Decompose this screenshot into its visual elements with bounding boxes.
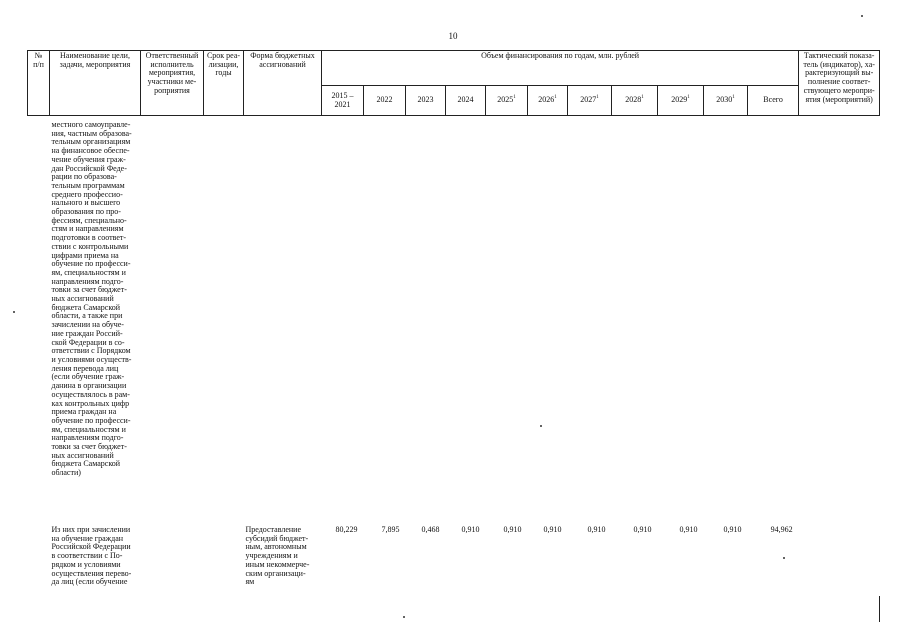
header-year: 2030$^1$: [704, 86, 748, 116]
header-period: Срок реа- лизации, годы: [204, 51, 244, 116]
cell-value: 80,229: [335, 525, 358, 534]
financing-table: [27, 50, 880, 587]
header-year: 2023: [406, 86, 446, 116]
scan-speck: [403, 616, 405, 618]
cell-num: [28, 523, 50, 587]
cell-value: 0,910: [679, 525, 698, 534]
scan-speck: [861, 15, 863, 17]
cell-value: 0,910: [633, 525, 652, 534]
header-year: 2029$^1$: [658, 86, 704, 116]
cell-indicator: [799, 116, 880, 524]
table-row: [28, 523, 880, 587]
cell-form: [244, 116, 322, 524]
cell-num: [28, 116, 50, 524]
header-year: 2022: [364, 86, 406, 116]
header-year: 2024: [446, 86, 486, 116]
header-form: Форма бюджетных ассигнований: [244, 51, 322, 116]
cell-value: 7,895: [381, 525, 400, 534]
scan-speck: [13, 311, 15, 313]
cell-responsible: [141, 116, 204, 524]
cell-value: 0,910: [723, 525, 742, 534]
header-year: 2028$^1$: [612, 86, 658, 116]
cell-period: [204, 523, 244, 587]
cell-value: 0,910: [461, 525, 480, 534]
cell-value: 0,910: [587, 525, 606, 534]
cell-form: Предоставление субсидий бюджет- ным, автономным учреждениям и иным некоммерче- ским организаци- ям: [245, 525, 310, 587]
cell-value-total: 94,962: [770, 525, 793, 534]
cell-name: местного самоуправле- ния, частным образова- тельным организациям на финансовое обеспе- чение обучения граж- дан Российской Феде- рации по образова- тельным программам среднего профессио- нального и высшего образования по про- фессиям, специально- стям и направлениям подготовки в соответ- ствии с контрольными цифрами приема на обучение по професси- ям, специальностям и направлениям подго- товки за счет бюджет- ных ассигнований бюджета Самарской области, а также при зачислении на обуче- ние граждан Россий- ской Федерации в со- ответствии с Порядком и условиями осуществ- ления перевода лиц (если обучение граж- данина в организации осуществлялось в рам- ках контрольных цифр приема граждан на обучение по професси- ям, специальностям и направлениям подго- товки за счет бюджет- ных ассигнований бюджета Самарской области): [51, 120, 132, 478]
header-indicator: Тактический показа- тель (индикатор), ха- рактеризующий вы- полнение соответ- ствующего меропри- ятия (мероприятий): [799, 51, 880, 116]
header-num: № п/п: [28, 51, 50, 116]
scan-margin-mark: [879, 596, 880, 622]
table-row: [28, 116, 880, 524]
header-year: 2015 – 2021: [322, 86, 364, 116]
header-year: 2026$^1$: [528, 86, 568, 116]
header-name: Наименование цели, задачи, мероприятия: [50, 51, 141, 116]
cell-value: 0,910: [503, 525, 522, 534]
cell-values: [322, 116, 799, 524]
cell-responsible: [141, 523, 204, 587]
header-year: 2027$^1$: [568, 86, 612, 116]
cell-period: [204, 116, 244, 524]
page-number: 10: [448, 31, 458, 41]
cell-indicator: [799, 523, 880, 587]
header-year: 2025$^1$: [486, 86, 528, 116]
cell-value: 0,468: [421, 525, 440, 534]
cell-value: 0,910: [543, 525, 562, 534]
header-responsible: Ответственный исполнитель мероприятия, участники ме- роприятия: [141, 51, 204, 116]
header-year-total: Всего: [748, 86, 799, 116]
cell-name: Из них при зачислении на обучение граждан Российской Федерации в соответствии с По- рядком и условиями осуществления перево- да лиц (если обучение: [51, 525, 132, 587]
header-volume: Объем финансирования по годам, млн. рублей: [322, 51, 799, 86]
